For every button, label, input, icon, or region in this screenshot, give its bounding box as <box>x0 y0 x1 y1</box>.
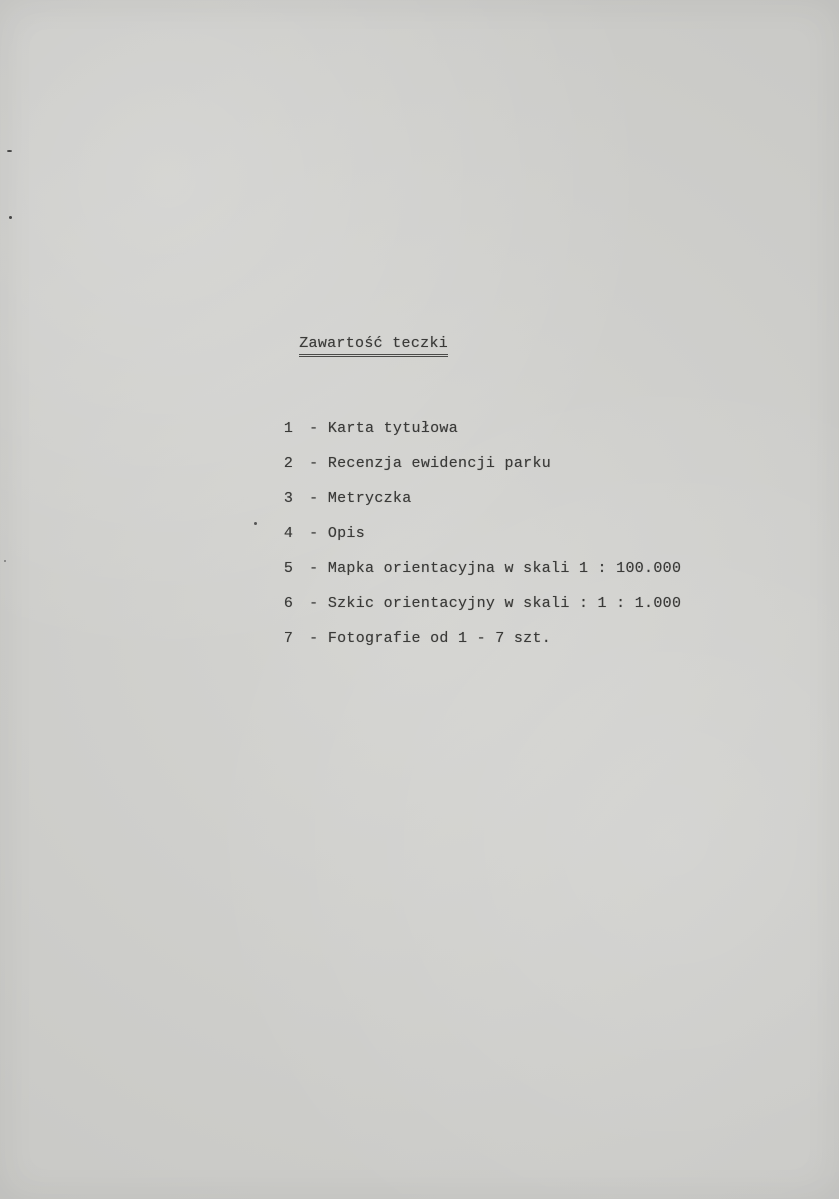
item-separator: - <box>309 630 319 647</box>
item-text: Mapka orientacyjna w skali 1 : 100.000 <box>327 560 682 577</box>
item-text: Fotografie od 1 - 7 szt. <box>327 630 552 647</box>
item-number: 1 <box>283 420 294 437</box>
ink-speck <box>4 560 6 562</box>
item-separator: - <box>309 455 319 472</box>
item-number: 6 <box>283 595 294 612</box>
item-separator: - <box>309 490 319 507</box>
item-text: Karta tytułowa <box>327 420 459 437</box>
contents-list <box>228 396 682 647</box>
ink-speck <box>9 216 12 219</box>
item-separator: - <box>309 595 319 612</box>
heading-text: Zawartość teczki <box>299 335 448 357</box>
item-number: 3 <box>283 490 294 507</box>
item-text: Metryczka <box>327 490 412 507</box>
item-separator: - <box>309 560 319 577</box>
item-number: 5 <box>283 560 294 577</box>
list-item <box>228 396 681 437</box>
item-text: Szkic orientacyjny w skali : 1 : 1.000 <box>327 595 682 612</box>
item-separator: - <box>309 420 319 437</box>
item-text: Recenzja ewidencji parku <box>327 455 552 472</box>
item-text: Opis <box>327 525 366 542</box>
item-separator: - <box>309 525 319 542</box>
ink-speck <box>7 150 12 152</box>
item-number: 2 <box>283 455 294 472</box>
item-number: 7 <box>283 630 294 647</box>
document-heading <box>262 318 448 374</box>
item-number: 4 <box>283 525 294 542</box>
